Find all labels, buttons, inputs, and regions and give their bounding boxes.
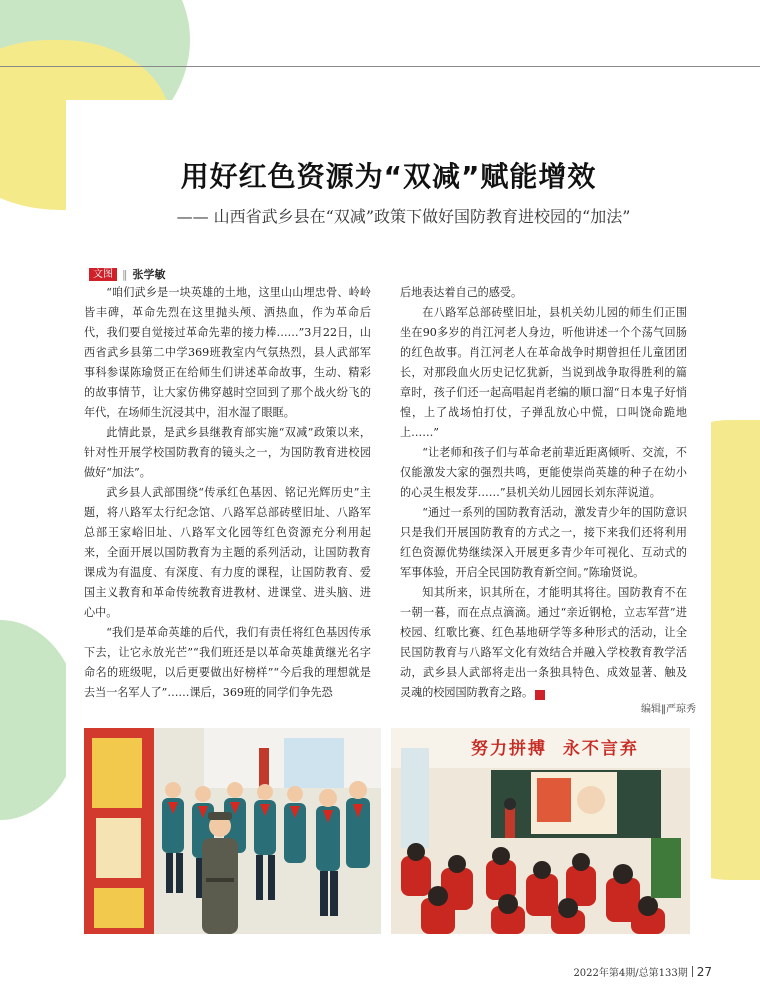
article-card xyxy=(66,100,711,950)
card-notch-right xyxy=(711,365,728,399)
paragraph: “让老师和孩子们与革命老前辈近距离倾听、交流，不仅能激发大家的强烈共鸣，更能使崇尚英雄的种子在幼小的心灵生根发芽……”县机关幼儿园园长刘东萍说道。 xyxy=(400,446,687,499)
paragraph: 在八路军总部砖壁旧址，县机关幼儿园的师生们正围坐在90多岁的肖江河老人身边，听他讲述一个个荡气回肠的红色故事。肖江河老人在革命战争时期曾担任儿童团团长，对那段血火历史记忆犹新，当说到战争取得胜利的篇章时，孩子们还一起高唱起肖老编的顺口溜“日本鬼子好悄惶，上了战场怕打仗，子弹乱放心中慌，口叫饶命跪地上……” xyxy=(400,306,687,439)
photo-exhibition-visit-illustration xyxy=(84,728,381,934)
byline-tag: 文图 xyxy=(89,268,117,281)
end-mark-icon: G xyxy=(535,690,545,700)
body-column-left xyxy=(84,283,371,703)
article-subtitle: —— 山西省武乡县在“双减”政策下做好国防教育进校园的“加法” xyxy=(176,207,631,226)
paragraph-text: 知其所来，识其所在，才能明其将往。国防教育不在一朝一暮，而在点点滴滴。通过“亲近钢枪，立志军营”进校园、红歌比赛、红色基地研学等多种形式的活动，让全民国防教育与八路军文化有效结合并融入学校教育教学活动，武乡县人武部将走出一条独具特色、成效显著、触及灵魂的校园国防教育之路。 xyxy=(400,586,687,699)
page-number: 27 xyxy=(696,964,712,979)
footer-divider xyxy=(692,966,693,977)
photo-classroom-scene xyxy=(391,728,690,934)
byline-author: 张学敏 xyxy=(132,268,166,281)
article-title: 用好红色资源为“双减”赋能增效 xyxy=(180,160,597,193)
photo-exhibition-visit xyxy=(84,728,381,934)
page-footer xyxy=(573,964,712,979)
paragraph: “咱们武乡是一块英雄的土地，这里山山埋忠骨、岭岭皆丰碑，革命先烈在这里抛头颅、洒热血，作为革命后代，我们要自觉接过革命先辈的接力棒……”3月22日，山西省武乡县第二中学369班教室内气氛热烈，县人武部军事科参谋陈瑜贤正在给师生们讲述革命故事，生动、精彩的故事情节，让大家仿佛穿越时空回到了那个战火纷飞的年代，在场师生沉浸其中，泪水湿了眼眶。 xyxy=(84,286,371,419)
header-rule xyxy=(0,66,760,67)
paragraph-final xyxy=(400,583,687,703)
body-column-right xyxy=(400,283,687,703)
byline xyxy=(89,266,166,282)
classroom-banner: 努力拼搏 永不言弃 xyxy=(471,739,639,759)
byline-separator: ‖ xyxy=(122,267,128,281)
paragraph: 后地表达着自己的感受。 xyxy=(400,286,523,299)
card-notch-left xyxy=(49,365,66,399)
paragraph: 武乡县人武部围绕“传承红色基因、铭记光辉历史”主题，将八路军太行纪念馆、八路军总部砖壁旧址、八路军总部王家峪旧址、八路军文化园等红色资源充分利用起来，全面开展以国防教育为主题的系列活动，让国防教育课成为有温度、有深度、有力度的课程，让国防教育、爱国主义教育和革命传统教育进教材、进课堂、进头脑、进心中。 xyxy=(84,486,371,619)
photo-classroom-lesson xyxy=(391,728,690,934)
paragraph: “通过一系列的国防教育活动，激发青少年的国防意识只是我们开展国防教育的方式之一，接下来我们还将利用红色资源优势继续深入开展更多青少年可视化、互动式的军事体验，开启全民国防教育新空间。”陈瑜贤说。 xyxy=(400,506,687,579)
paragraph: “我们是革命英雄的后代，我们有责任将红色基因传承下去，让它永放光芒”“我们班还是以革命英雄黄继光名字命名的班级呢，以后更要做出好榜样”“今后我的理想就是去当一名军人了”……课后，369班的同学们争先恐 xyxy=(84,626,371,699)
paragraph: 此情此景，是武乡县继教育部实施“双减”政策以来，针对性开展学校国防教育的镜头之一，为国防教育进校园做好“加法”。 xyxy=(84,426,371,479)
issue-info: 2022年第4期/总第133期 xyxy=(573,968,688,979)
editor-credit: 编辑‖严琼秀 xyxy=(641,704,696,715)
